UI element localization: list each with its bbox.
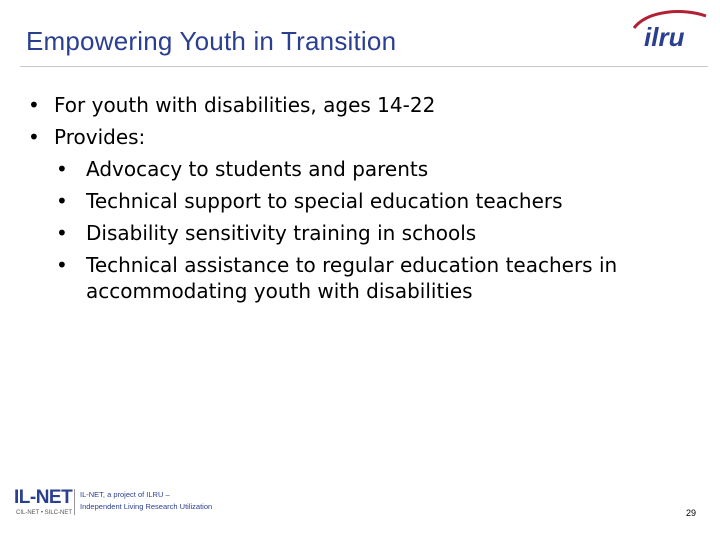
bullet-marker: • bbox=[56, 221, 68, 245]
bullet-text: Advocacy to students and parents bbox=[86, 157, 429, 181]
ilru-logo-text: ilru bbox=[644, 22, 685, 52]
bullet-marker: • bbox=[28, 125, 40, 149]
il-net-brand-sub: CIL-NET • SILC-NET bbox=[16, 510, 72, 516]
il-net-brand: IL-NET bbox=[14, 487, 73, 508]
slide-title: Empowering Youth in Transition bbox=[26, 26, 397, 56]
sub-bullet-item bbox=[54, 220, 708, 246]
bullet-text: Provides: bbox=[54, 125, 146, 149]
footer-divider bbox=[74, 489, 75, 515]
bullet-text: Technical assistance to regular education teachers in accommodating youth with disabilities bbox=[86, 253, 618, 303]
bullet-item bbox=[28, 124, 708, 304]
footer-tagline-2: Independent Living Research Utilization bbox=[80, 502, 213, 511]
bullet-text: For youth with disabilities, ages 14-22 bbox=[54, 93, 436, 117]
footer-tagline-1: IL-NET, a project of ILRU – bbox=[80, 490, 170, 499]
il-net-footer-logo bbox=[10, 485, 240, 521]
sub-bullet-item bbox=[54, 156, 708, 182]
bullet-marker: • bbox=[28, 93, 40, 117]
ilru-logo bbox=[628, 6, 710, 52]
sub-bullet-list bbox=[54, 156, 708, 304]
sub-bullet-item bbox=[54, 188, 708, 214]
bullet-text: Technical support to special education teachers bbox=[86, 189, 563, 213]
bullet-text: Disability sensitivity training in schools bbox=[86, 221, 477, 245]
bullet-marker: • bbox=[56, 253, 68, 277]
sub-bullet-item bbox=[54, 252, 708, 304]
title-divider bbox=[20, 66, 708, 67]
page-number: 29 bbox=[685, 508, 696, 518]
bullet-marker: • bbox=[56, 189, 68, 213]
bullet-list bbox=[28, 92, 708, 310]
bullet-item bbox=[28, 92, 708, 118]
bullet-marker: • bbox=[56, 157, 68, 181]
